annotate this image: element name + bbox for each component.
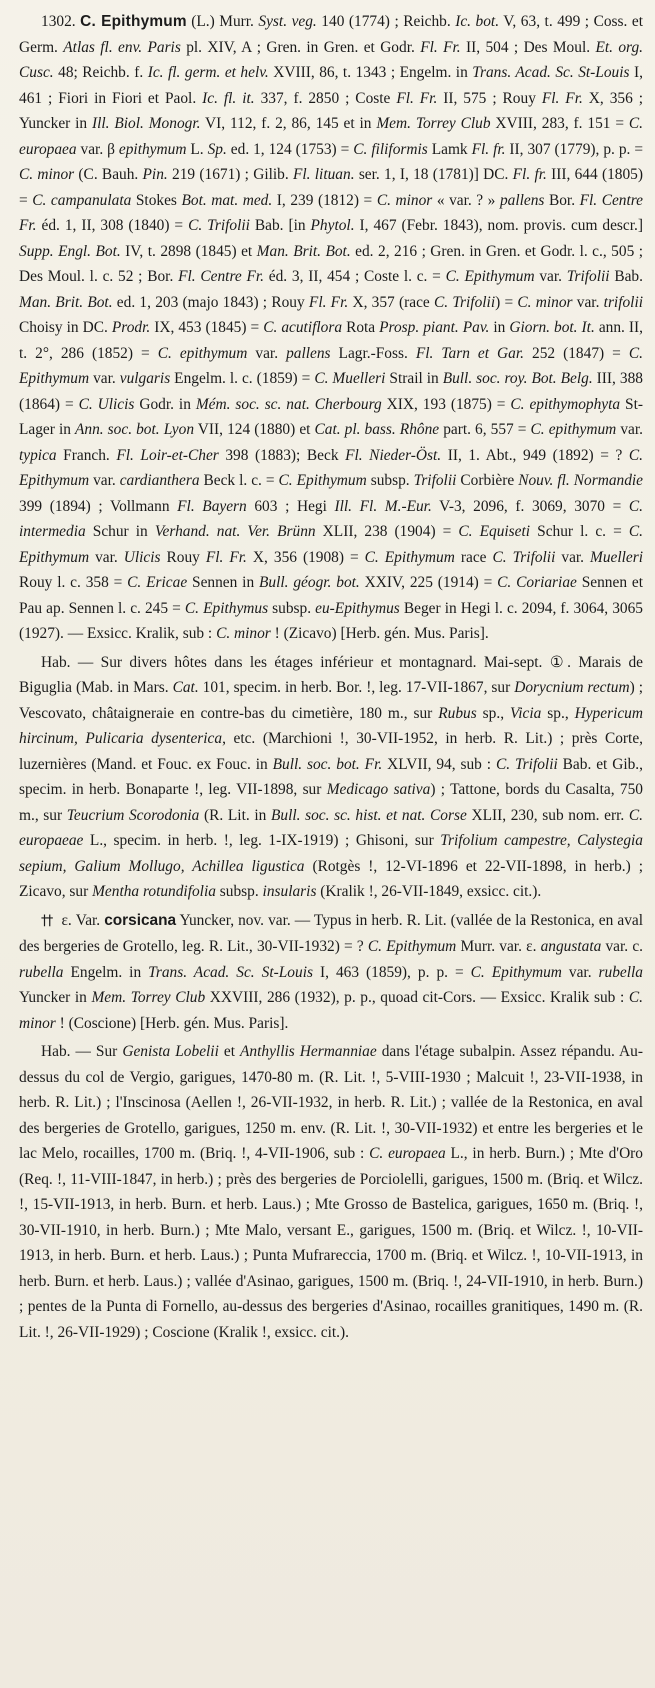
italic-run: Fl. Fr. (541, 89, 583, 107)
text-run: 48; Reichb. f. (53, 64, 148, 81)
text-run: part. 6, 557 = (439, 421, 531, 438)
italic-run: C. Epithymum (470, 963, 562, 981)
text-run: et (218, 1043, 241, 1060)
italic-run: Fl. fr. (471, 140, 506, 158)
text-run: Godr. in (134, 395, 196, 413)
italic-run: C. Ericae (127, 574, 188, 591)
italic-run: C. Coriariae (497, 574, 577, 591)
italic-run: C. Equiseti (458, 523, 531, 540)
italic-run: Ic. fl. it. (202, 89, 255, 107)
text-run: subsp. (215, 883, 263, 900)
text-run: (C. Bauh. (74, 166, 143, 183)
italic-run: Prosp. piant. Pav. (379, 319, 490, 336)
text-run: subsp. (366, 472, 414, 489)
italic-run: Ulicis (123, 548, 161, 566)
italic-run: Giorn. bot. It. (509, 319, 595, 336)
text-run: IX, 453 (1845) = (150, 319, 264, 336)
entry-number: 1302. (41, 13, 76, 30)
text-run: 252 (1847) = (523, 344, 629, 362)
text-run: , etc. (Marchioni !, 30-VII-1952, in herb. R. Lit.) ; près Corte, luzernières (Mand. et Fouc. ex Fouc. in (19, 730, 647, 773)
italic-run: Et. org. Cusc. (19, 38, 647, 81)
text-run: I, 463 (1859), p. p. = (312, 963, 471, 981)
text-run: in (489, 319, 510, 336)
text-run: XLII, 230, sub nom. err. (466, 806, 629, 824)
italic-run: C. Epithymum (278, 472, 367, 489)
italic-run: Ill. Fl. M.-Eur. (334, 497, 432, 515)
italic-run: Supp. Engl. Bot. (19, 242, 121, 260)
text-run: Yuncker in (19, 963, 647, 1006)
text-run: VII, 124 (1880) et (194, 421, 315, 438)
text-run: var. (561, 963, 599, 981)
italic-run: C. europaea (19, 115, 647, 158)
text-run: ed. 1, 124 (1753) = (226, 140, 354, 158)
italic-run: Fl. Tarn et Gar. (415, 344, 524, 362)
text-run: Schur l. c. = (530, 523, 629, 540)
text-run: Engelm. in (63, 963, 149, 981)
text-run: (R. Lit. in (199, 806, 271, 824)
italic-run: pallens (499, 191, 545, 209)
text-run: dans l'étage subalpin. Assez répandu. Au-dessus du col de Vergio, garigues, 1470-80 m. (R. Lit. !, 5-VIII-1930 ; Malcuit !, 23-VII-1938, in herb. R. Lit.) ; l'Inscinosa (Aellen !, 26-VII-1932, in herb. R. Lit.) ; vallée de la Restonica, en aval des bergeries de Grotello, garigues, 1250 m. env. (R. Lit. !, 30-VII-1932) et entre les bergeries et le lac Melo, rocailles, 1700 m. (Briq. !, 4-VII-1906, sub : (19, 1043, 647, 1162)
italic-run: Ann. soc. bot. Lyon (74, 421, 195, 438)
italic-run: Sp. (207, 140, 227, 158)
italic-run: trifolii (603, 293, 644, 311)
italic-run: Fl. Bayern (177, 497, 247, 515)
text-run: subsp. (268, 599, 316, 617)
italic-run: Verhand. nat. Ver. Brünn (154, 523, 316, 540)
text-run: IV, t. 2898 (1845) et (120, 242, 257, 260)
italic-run: Dorycnium rectum (514, 679, 630, 696)
italic-run: Mem. Torrey Club (91, 989, 206, 1006)
text-run: Hab. — Sur divers hôtes dans les étages inférieur et montagnard. Mai-sept. ①. Marais de Biguglia (Mab. in Mars. (19, 653, 647, 696)
text-run: XIX, 193 (1875) = (381, 395, 511, 413)
habitat-paragraph (19, 650, 647, 905)
text-run: XVIII, 86, t. 1343 ; Engelm. in (268, 64, 473, 81)
italic-run: C. acutiflora (263, 319, 343, 336)
italic-run: Ic. bot. (455, 13, 500, 30)
italic-run: Trifolium campestre, Calystegia sepium, Galium Mollugo, Achillea ligustica (19, 832, 647, 875)
italic-run: Fl. Loir-et-Cher (116, 446, 219, 464)
italic-run: C. minor (216, 625, 271, 642)
italic-run: Teucrium Scorodonia (66, 806, 200, 824)
italic-run: Bull. soc. roy. Bot. Belg. (442, 370, 593, 387)
italic-run: Ic. fl. germ. et helv. (147, 64, 269, 81)
species-entry (19, 9, 647, 647)
italic-run: rubella (598, 963, 644, 981)
italic-run: Trans. Acad. Sc. St-Louis (472, 64, 630, 81)
text-run: Beck l. c. = (199, 472, 279, 489)
italic-run: C. epithymophyta (510, 395, 621, 413)
italic-run: C. Trifolii (188, 217, 250, 234)
text-run: Hab. — Sur (41, 1043, 123, 1060)
italic-run: Mem. Torrey Club (376, 115, 491, 132)
text-run: L., in herb. Burn.) ; Mte d'Oro (Req. !, 11-VIII-1847, in herb.) ; près des bergeries de Porciolelli, garigues, 1500 m. (Briq. et Wilcz. !, 15-VII-1913, in herb. Burn. et herb. Laus.) ; Mte Grosso de Bastelica, garigues, 1650 m. (Briq. !, 30-VII-1910, in herb. Burn.) ; Mte Malo, versant E., garigues, 1500 m. (Briq. et Wilcz. !, 10-VII-1913, in herb. Burn. et herb. Laus.) ; Punta Mufrareccia, 1700 m. (Briq. et Wilcz. !, 10-VII-1913, in herb. Burn. et herb. Laus.) ; vallée d'Asinao, garigues, 1500 m. (Briq. !, 24-VII-1910, in herb. Burn.) ; pentes de la Punta di Fornello, au-dessus des bergeries d'Asinao, rocailles granitiques, 1490 m. (R. Lit. !, 26-VII-1929) ; Coscione (Kralik !, exsicc. cit.). (19, 1145, 647, 1341)
text-run: Franch. (56, 446, 117, 464)
italic-run: C. Trifolii (433, 293, 496, 311)
text-run: 398 (1883); Beck (218, 446, 346, 464)
italic-run: C. Epithymum (19, 446, 647, 489)
text-run: 101, specim. in herb. Bor. !, leg. 17-VII-1867, sur (198, 679, 515, 696)
italic-run: Man. Brit. Bot. (19, 293, 113, 311)
variety-text (19, 912, 647, 1032)
text-run: (Rotgès !, 12-VI-1896 et 22-VII-1898, in herb.) ; Zicavo, sur (19, 857, 647, 900)
variety-entry (19, 908, 647, 1037)
italic-run: C. intermedia (19, 497, 647, 540)
italic-run: Atlas fl. env. Paris (63, 38, 181, 56)
text-run: var. β (76, 140, 119, 158)
italic-run: Medicago sativa (326, 781, 431, 798)
variety-habitat-paragraph (19, 1039, 647, 1345)
text-run: (L.) Murr. (186, 13, 259, 30)
endemic-marker-icon: †† (41, 912, 52, 929)
italic-run: Phytol. (310, 217, 355, 234)
text-run: 140 (1774) ; Reichb. (316, 13, 456, 30)
text-run: Sennen in (187, 574, 260, 591)
italic-run: Fl. Fr. (420, 38, 461, 56)
text-run: Stokes (131, 191, 182, 209)
text-run: L. (186, 140, 208, 158)
text-run: sp., (476, 704, 510, 722)
text-run: var. (534, 268, 567, 285)
text-run: race (454, 548, 493, 566)
text-run: Rouy (160, 548, 206, 566)
italic-run: Trans. Acad. Sc. St-Louis (148, 963, 313, 981)
italic-run: C. Trifolii (495, 755, 558, 773)
text-run: X, 357 (race (348, 293, 434, 311)
italic-run: C. Epithymum (19, 523, 647, 566)
species-name: C. Epithymum (80, 13, 187, 30)
text-run: Beger in Hegi l. c. 2094, f. 3064, 3065 (1927). — Exsicc. Kralik, sub : (19, 599, 647, 642)
text-run: ann. II, t. 2°, 286 (1852) = (19, 319, 647, 362)
italic-run: C. minor (376, 191, 433, 209)
text-run: Lagr.-Foss. (330, 344, 416, 362)
italic-run: Fl. Centre Fr. (178, 268, 264, 285)
italic-run: C. minor (19, 989, 647, 1032)
text-run: Bab. [in (249, 217, 311, 234)
italic-run: C. filiformis (353, 140, 428, 158)
text-run: VI, 112, f. 2, 86, 145 et in (200, 115, 377, 132)
text-run: II, 307 (1779), p. p. = (505, 140, 647, 158)
text-run: I, 239 (1812) = (272, 191, 377, 209)
italic-run: C. minor (19, 166, 75, 183)
italic-run: C. Trifolii (492, 548, 556, 566)
variety-name: corsicana (104, 911, 177, 929)
text-run: éd. 1, II, 308 (1840) = (36, 217, 189, 234)
italic-run: Fl. Centre Fr. (19, 191, 647, 234)
text-run: XLII, 238 (1904) = (315, 523, 459, 540)
text-run: var. (89, 370, 120, 387)
variety-habitat-text (19, 1043, 647, 1341)
text-run: Bab. (609, 268, 647, 285)
italic-run: Fl. Fr. (205, 548, 247, 566)
italic-run: epithymum (118, 140, 187, 158)
italic-run: insularis (262, 883, 317, 900)
text-run: Strail in (385, 370, 443, 387)
text-run: I, 461 ; Fiori in Fiori et Paol. (19, 64, 647, 107)
text-run: Corbière (456, 472, 519, 489)
italic-run: Fl. Nieder-Öst. (345, 446, 442, 464)
italic-run: Muelleri (590, 548, 644, 566)
text-run: ed. 1, 203 (majo 1843) ; Rouy (112, 293, 309, 311)
text-run: Bor. (544, 191, 580, 209)
italic-run: Mém. soc. sc. nat. Cherbourg (195, 395, 382, 413)
italic-run: C. epithymum (157, 344, 248, 362)
text-run: Yuncker, nov. var. — Typus in herb. R. Lit. (vallée de la Restonica, en aval des bergeries de Grotello, leg. R. Lit., 30-VII-1932) = ? (19, 911, 647, 955)
text-run: Rouy l. c. 358 = (19, 548, 647, 591)
italic-run: C. Epithymus (184, 599, 269, 617)
italic-run: Trifolii (566, 268, 610, 285)
text-run: II, 575 ; Rouy (437, 89, 542, 107)
text-run: var. (89, 472, 120, 489)
text-run: X, 356 (1908) = (246, 548, 365, 566)
italic-run: Nouv. fl. Normandie (518, 472, 644, 489)
text-run: XVIII, 283, f. 151 = (490, 115, 629, 132)
italic-run: rubella (19, 963, 64, 981)
italic-run: C. Epithymum (19, 344, 647, 387)
habitat-text (19, 654, 647, 901)
text-run: sp., (541, 704, 575, 722)
text-run: XXIV, 225 (1914) = (359, 574, 498, 591)
italic-run: C. Epithymum (364, 548, 455, 566)
text-run: XLVII, 94, sub : (382, 755, 496, 773)
text-run: Bab. et Gib., specim. in herb. Bonaparte !, leg. VII-1898, sur (19, 755, 647, 798)
text-run: « var. ? » (432, 191, 500, 209)
italic-run: C. Ulicis (78, 395, 135, 413)
text-run: V, 63, t. 499 ; Coss. et Germ. (19, 13, 647, 56)
italic-run: Fl. fr. (512, 166, 547, 183)
italic-run: Cat. pl. bass. Rhône (314, 421, 440, 438)
text-run: 603 ; Hegi (246, 497, 335, 515)
text-run: Rota (342, 319, 380, 336)
italic-run: Pin. (142, 166, 168, 183)
italic-run: eu-Epithymus (315, 599, 400, 617)
italic-run: C. Epithymum (367, 938, 457, 955)
italic-run: Rubus (438, 704, 477, 722)
italic-run: Prodr. (111, 319, 151, 336)
italic-run: Hypericum hircinum, Pulicaria dysenterica (19, 704, 647, 747)
variety-rank: ε. Var. (61, 911, 101, 929)
text-run: var. (89, 548, 124, 566)
text-run: ) ; Vescovato, châtaigneraie en contre-bas du cimetière, 180 m., sur (19, 679, 647, 722)
text-run: ed. 2, 216 ; Gren. in Gren. et Godr. l. c., 505 ; Des Moul. l. c. 52 ; Bor. (19, 242, 647, 285)
italic-run: Man. Brit. Bot. (256, 242, 351, 260)
text-run: 399 (1894) ; Vollmann (19, 472, 647, 515)
text-run: St-Lager in (19, 395, 643, 438)
text-run: Schur in (85, 523, 155, 540)
text-run: var. (572, 293, 604, 311)
italic-run: angustata (540, 938, 602, 955)
text-run: 219 (1671) ; Gilib. (167, 166, 293, 183)
text-run: (Kralik !, 26-VII-1849, exsicc. cit.). (316, 883, 542, 900)
text-run: ! (Zicavo) [Herb. gén. Mus. Paris]. (270, 625, 489, 642)
italic-run: Fl. Fr. (396, 89, 438, 107)
italic-run: typica (19, 446, 57, 464)
text-run: I, 467 (Febr. 1843), nom. provis. cum descr.] (354, 217, 647, 234)
text-run: V-3, 2096, f. 3069, 3070 = (431, 497, 629, 515)
italic-run: Bot. mat. med. (181, 191, 273, 209)
italic-run: Ill. Biol. Monogr. (91, 115, 201, 132)
italic-run: Bull. soc. bot. Fr. (272, 755, 383, 773)
text-run: ser. 1, I, 18 (1781)] DC. (354, 166, 513, 183)
text-run: XXVIII, 286 (1932), p. p., quoad cit-Cors. — Exsicc. Kralik sub : (205, 989, 629, 1006)
italic-run: cardianthera (119, 472, 200, 489)
italic-run: C. campanulata (32, 191, 132, 209)
italic-run: pallens (286, 344, 331, 362)
italic-run: Vicia (510, 704, 542, 722)
italic-run: C. Muelleri (314, 370, 386, 387)
italic-run: Bull. géogr. bot. (259, 574, 360, 591)
text-run: ) = (495, 293, 518, 311)
text-run: L., specim. in herb. !, leg. 1-IX-1919) ; Ghisoni, sur (83, 832, 441, 849)
text-run: ) ; Tattone, bords du Casalta, 750 m., sur (19, 781, 647, 824)
text-run: Lamk (427, 140, 472, 158)
text-run: Engelm. l. c. (1859) = (170, 370, 315, 387)
text-run: var. c. (601, 938, 647, 955)
text-run: III, 644 (1805) = (19, 166, 647, 209)
text-run: X, 356 ; Yuncker in (19, 89, 647, 132)
text-run: 337, f. 2850 ; Coste (254, 89, 397, 107)
text-run: Sennen et Pau ap. Sennen l. c. 245 = (19, 574, 647, 617)
italic-run: Syst. veg. (258, 13, 317, 30)
italic-run: C. europaea (369, 1145, 446, 1162)
synonymy-text (19, 13, 647, 642)
italic-run: Fl. Fr. (308, 293, 349, 311)
italic-run: Fl. lituan. (292, 166, 355, 183)
text-run: II, 1. Abt., 949 (1892) = ? (441, 446, 629, 464)
italic-run: C. Epithymum (445, 268, 535, 285)
text-run: var. (616, 421, 647, 438)
italic-run: Anthyllis Hermanniae (240, 1043, 377, 1060)
italic-run: C. minor (517, 293, 573, 311)
italic-run: Bull. soc. sc. hist. et nat. Corse (270, 806, 467, 824)
italic-run: C. epithymum (530, 421, 617, 438)
italic-run: C. europaeae (19, 806, 647, 849)
text-run: Choisy in DC. (19, 293, 647, 336)
italic-run: Genista Lobelii (122, 1043, 219, 1060)
italic-run: Mentha rotundifolia (92, 883, 216, 900)
text-run: III, 388 (1864) = (19, 370, 647, 413)
text-run: pl. XIV, A ; Gren. in Gren. et Godr. (180, 38, 421, 56)
italic-run: Cat. (172, 679, 199, 696)
italic-run: Trifolii (413, 472, 457, 489)
text-run: ! (Coscione) [Herb. gén. Mus. Paris]. (55, 1014, 289, 1032)
text-run: var. (555, 548, 591, 566)
text-run: II, 504 ; Des Moul. (460, 38, 596, 56)
text-run: Murr. var. ε. (456, 938, 541, 955)
text-run: var. (247, 344, 287, 362)
text-run: éd. 3, II, 454 ; Coste l. c. = (264, 268, 446, 285)
italic-run: vulgaris (119, 370, 171, 387)
